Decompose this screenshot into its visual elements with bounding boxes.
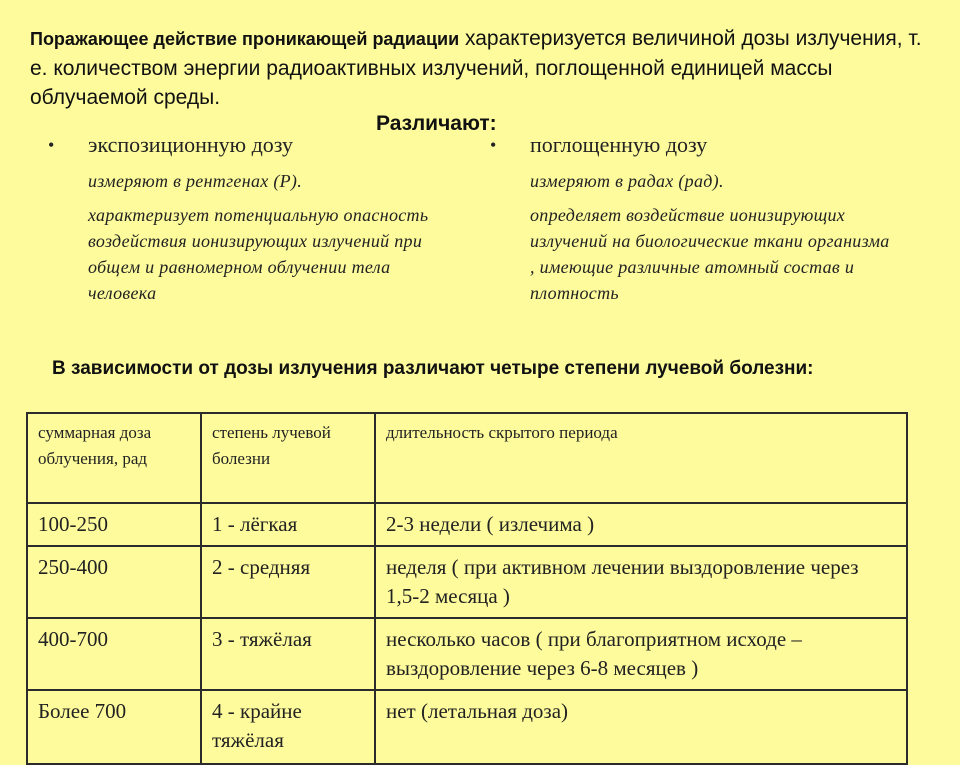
table-row xyxy=(27,618,907,690)
cell-dose: 250-400 xyxy=(27,546,201,618)
cell-degree: 1 - лёгкая xyxy=(201,503,375,546)
exposure-dose-unit: измеряют в рентгенах (Р). xyxy=(88,171,303,191)
degrees-heading: В зависимости от дозы излучения различают четыре степени лучевой болезни: xyxy=(52,358,814,379)
absorbed-dose-column xyxy=(490,130,890,306)
intro-text: характеризуется величиной дозы излучения, т. е. количеством энергии радиоактивных излучений, поглощенной единицей массы облучаемой среды. xyxy=(30,27,922,109)
radiation-sickness-table xyxy=(26,412,908,765)
cell-degree: 4 - крайне тяжёлая xyxy=(201,690,375,764)
cell-dose: Более 700 xyxy=(27,690,201,764)
cell-degree: 3 - тяжёлая xyxy=(201,618,375,690)
cell-latent-period: неделя ( при активном лечении выздоровление через 1,5-2 месяца ) xyxy=(375,546,907,618)
header-dose: суммарная доза облучения, рад xyxy=(27,413,201,503)
header-degree: степень лучевой болезни xyxy=(201,413,375,503)
intro-bold-term: Поражающее действие проникающей радиации xyxy=(30,29,460,49)
table-row xyxy=(27,503,907,546)
intro-paragraph xyxy=(30,24,940,112)
table-row xyxy=(27,546,907,618)
absorbed-dose-title: поглощенную дозу xyxy=(530,132,708,157)
absorbed-dose-description: определяет воздействие ионизирующих излучений на биологические ткани организма , имеющие различные атомный состав и плотность xyxy=(530,205,890,303)
absorbed-dose-unit: измеряют в радах (рад). xyxy=(530,171,724,191)
cell-degree: 2 - средняя xyxy=(201,546,375,618)
bullet-icon: • xyxy=(490,135,497,155)
exposure-dose-title: экспозиционную дозу xyxy=(88,132,294,157)
header-latent-period: длительность скрытого периода xyxy=(375,413,907,503)
distinguish-heading: Различают: xyxy=(376,112,497,135)
cell-latent-period: несколько часов ( при благоприятном исходе – выздоровление через 6-8 месяцев ) xyxy=(375,618,907,690)
bullet-icon: • xyxy=(48,135,55,155)
table-row xyxy=(27,690,907,764)
exposure-dose-description: характеризует потенциальную опасность воздействия ионизирующих излучений при общем и равномерном облучении тела человека xyxy=(88,205,429,303)
table-header-row xyxy=(27,413,907,503)
cell-latent-period: 2-3 недели ( излечима ) xyxy=(375,503,907,546)
cell-latent-period: нет (летальная доза) xyxy=(375,690,907,764)
cell-dose: 100-250 xyxy=(27,503,201,546)
cell-dose: 400-700 xyxy=(27,618,201,690)
exposure-dose-column xyxy=(48,130,448,306)
